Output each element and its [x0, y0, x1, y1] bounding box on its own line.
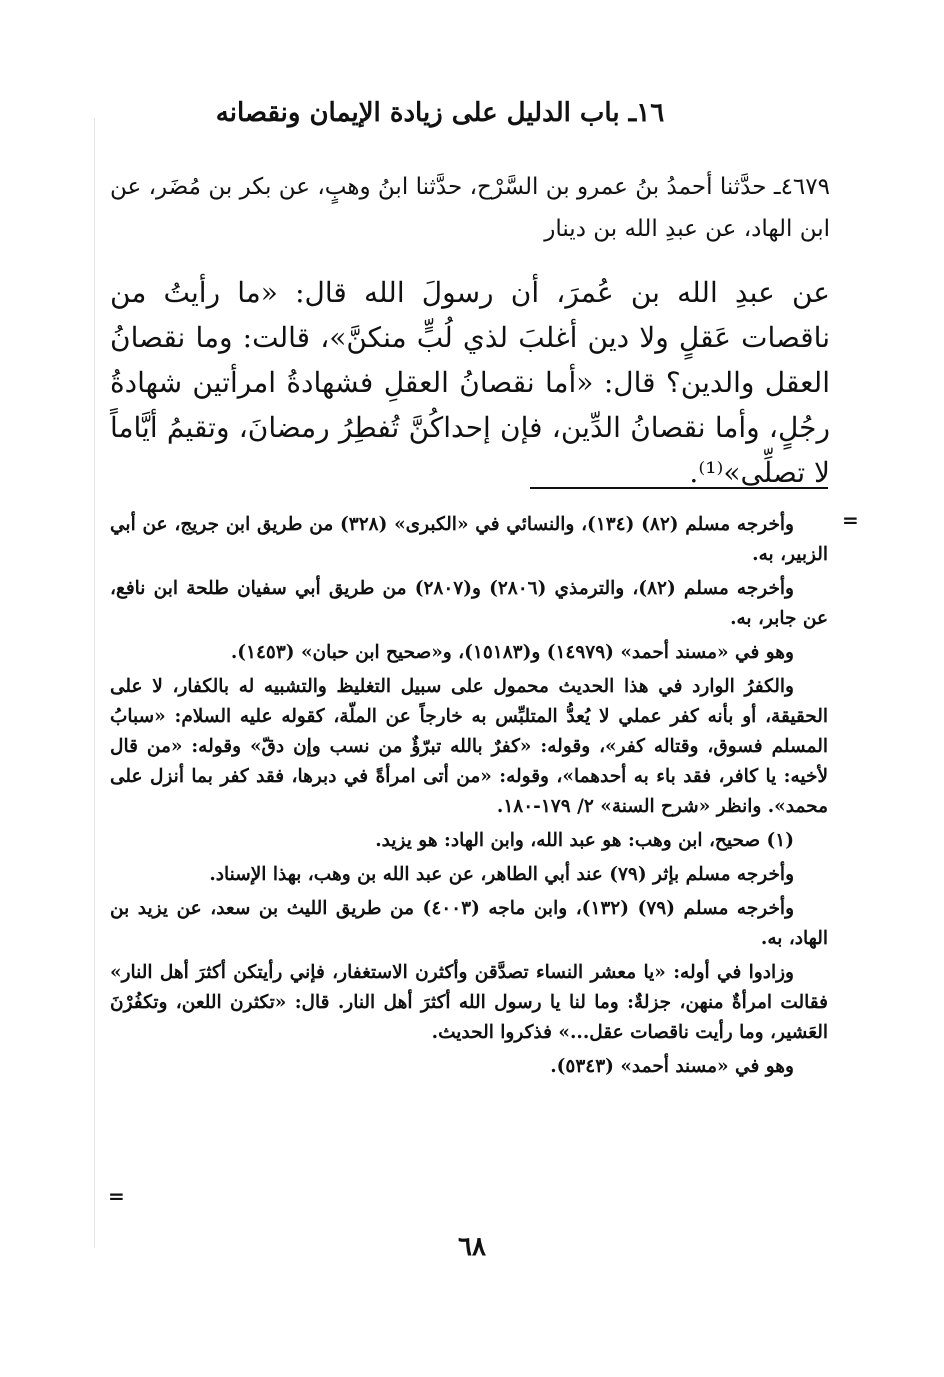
- page-number: ٦٨: [458, 1232, 486, 1262]
- footnote-continuation-mark-end: =: [108, 1184, 125, 1208]
- footnotes: [110, 510, 828, 1086]
- scan-margin-line: [94, 118, 95, 1248]
- footnote-paragraph: وزادوا في أوله: «يا معشر النساء تصدَّقن وأكثرن الاستغفار، فإني رأيتكن أكثرَ أهل النار» فقالت امرأةٌ منهن، جزلةٌ: وما لنا يا رسول الله أكثرَ أهل النار. قال: «تكثرن اللعن، وتكفُرْنَ العَشير، وما رأيت ناقصات عقل...» فذكروا الحديث.: [110, 962, 828, 1043]
- chapter-title: ١٦ـ باب الدليل على زيادة الإيمان ونقصانه: [215, 98, 665, 128]
- footnote-paragraph: وأخرجه مسلم (٧٩) (١٣٢)، وابن ماجه (٤٠٠٣) من طريق الليث بن سعد، عن يزيد بن الهاد، به.: [110, 898, 828, 949]
- footnote-paragraph: وأخرجه مسلم (٨٢) (١٣٤)، والنسائي في «الكبرى» (٣٢٨) من طريق ابن جريج، عن أبي الزبير، به.: [110, 514, 828, 565]
- footnote-1: (١) صحيح، ابن وهب: هو عبد الله، وابن الهاد: هو يزيد.: [375, 830, 794, 851]
- footnote-paragraph: وأخرجه مسلم (٨٢)، والترمذي (٢٨٠٦) و(٢٨٠٧) من طريق أبي سفيان طلحة ابن نافع، عن جابر، به.: [110, 578, 828, 629]
- footnote-paragraph: والكفرُ الوارد في هذا الحديث محمول على سبيل التغليظ والتشبيه له بالكفار، لا على الحقيقة، أو بأنه كفر عملي لا يُعدُّ المتلبِّس به خارجاً عن الملّة، كقوله عليه السلام: «سبابُ المسلم فسوق، وقتاله كفر»، وقوله: «كفرٌ بالله تبرّؤٌ من نسب وإن دقّ» وقوله: «من قال لأخيه: يا كافر، فقد باء به أحدهما»، وقوله: «من أتى امرأةً في دبرها، فقد كفر بما أنزل على محمد». وانظر «شرح السنة» ٢/ ١٧٩-١٨٠.: [110, 676, 828, 817]
- footnote-separator: [530, 487, 828, 489]
- footnote-paragraph: وهو في «مسند أحمد» (١٤٩٧٩) و(١٥١٨٣)، و«صحيح ابن حبان» (١٤٥٣).: [230, 642, 794, 663]
- hadith-isnad: ٤٦٧٩ـ حدَّثنا أحمدُ بنُ عمرو بن السَّرْح، حدَّثنا ابنُ وهبٍ، عن بكر بن مُضَر، عن ابن الهاد، عن عبدِ الله بن دينار: [110, 174, 830, 242]
- footnote-continuation-mark: =: [842, 508, 859, 532]
- footnote-paragraph: وأخرجه مسلم بإثر (٧٩) عند أبي الطاهر، عن عبد الله بن وهب، بهذا الإسناد.: [209, 864, 794, 885]
- hadith-matn: عن عبدِ الله بن عُمرَ، أن رسولَ الله قال: «ما رأيتُ من ناقصات عَقلٍ ولا دين أغلبَ لذي لُبٍّ منكنَّ»، قالت: وما نقصانُ العقل والدين؟ قال: «أما نقصانُ العقلِ فشهادةُ امرأتين شهادةُ رجُلٍ، وأما نقصانُ الدِّين، فإن إحداكُنَّ تُفطِرُ رمضانَ، وتقيمُ أيَّاماً لا تصلِّي»⁽¹⁾.: [110, 276, 830, 489]
- footnote-paragraph: وهو في «مسند أحمد» (٥٣٤٣).: [550, 1056, 794, 1077]
